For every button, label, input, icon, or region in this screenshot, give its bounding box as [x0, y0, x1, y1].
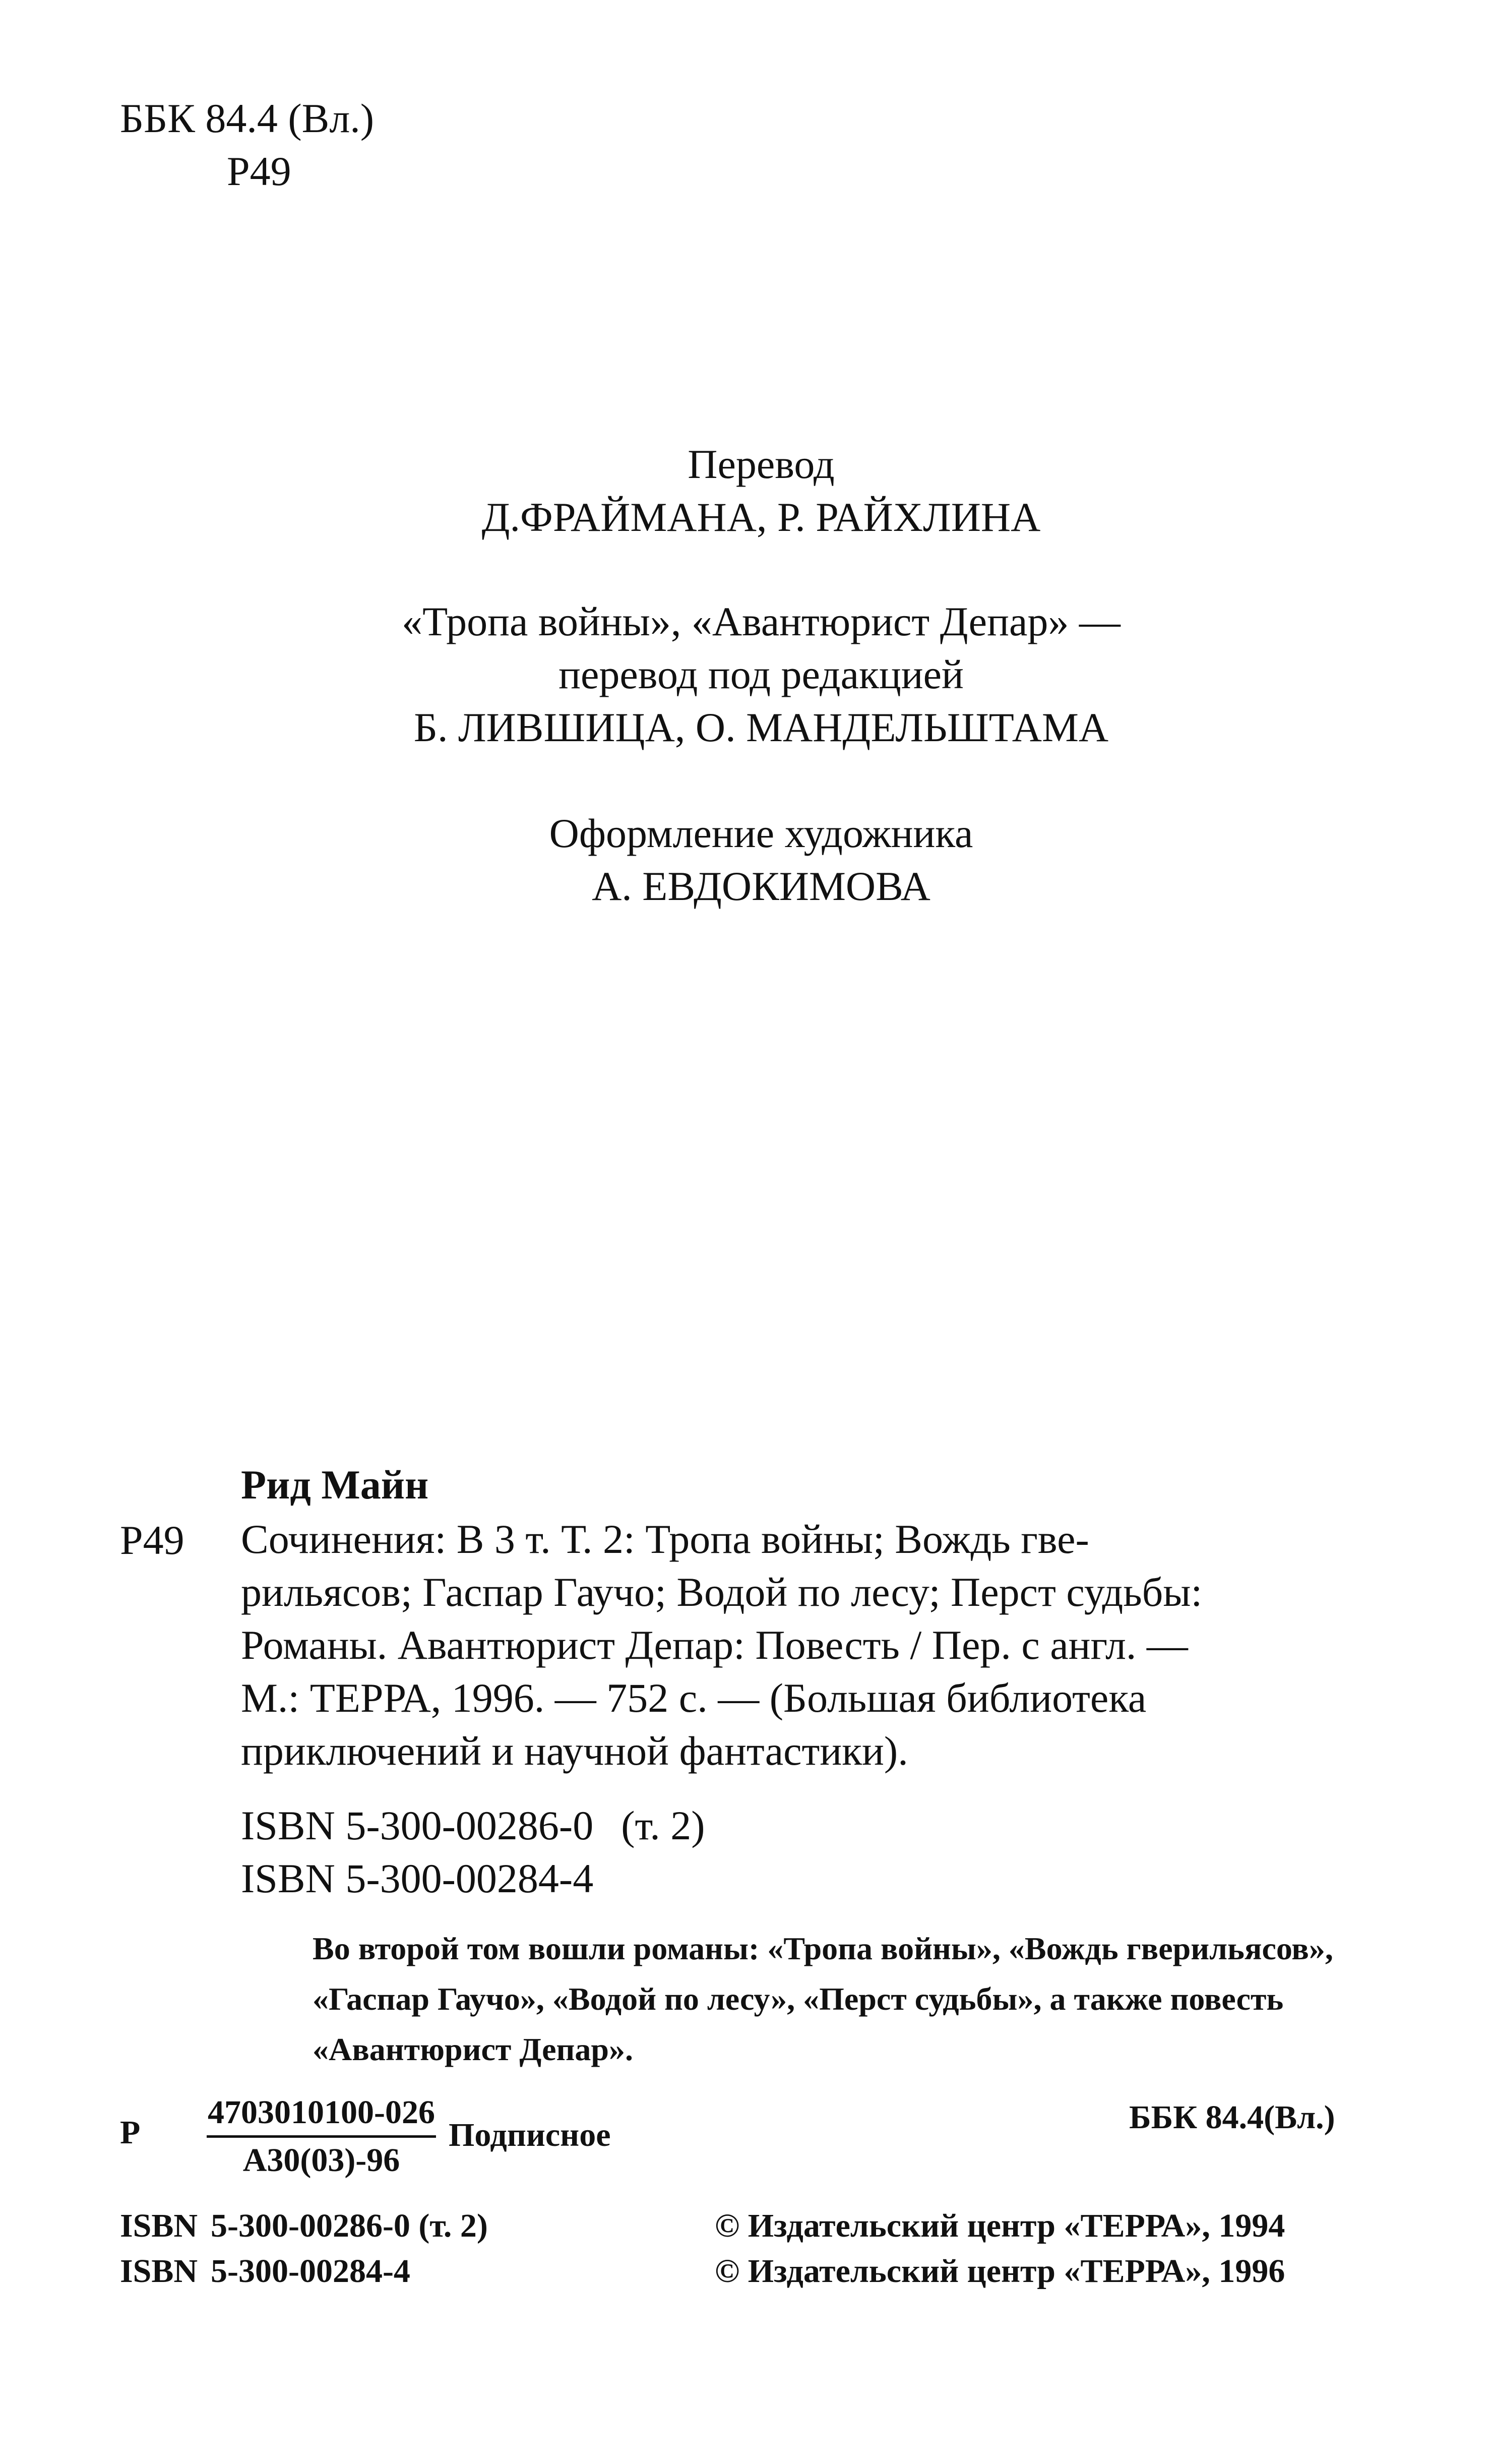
copyright-line: © Издательский центр «ТЕРРА», 1996 — [715, 2253, 1285, 2290]
editors: Б. ЛИВШИЦА, О. МАНДЕЛЬШТАМА — [413, 704, 1109, 750]
footer-index-fraction — [207, 2090, 436, 2183]
translation-credits — [0, 438, 1492, 544]
isbn-set: ISBN 5-300-00284-4 — [241, 1855, 594, 1901]
author-name: Рид Майн — [241, 1462, 429, 1508]
subscription-label: Подписное — [449, 2117, 611, 2153]
isbn-label: ISBN — [120, 2253, 198, 2290]
footer-isbn-list — [120, 2203, 488, 2294]
bib-line: рильясов; Гаспар Гаучо; Водой по лесу; Перст судьбы: — [241, 1569, 1203, 1615]
editing-credits — [0, 595, 1492, 754]
isbn-block — [241, 1799, 705, 1905]
bib-line: приключений и научной фантастики). — [241, 1728, 908, 1774]
bib-line: М.: ТЕРРА, 1996. — 752 с. — (Большая библиотека — [241, 1675, 1147, 1721]
fraction-denominator: А30(03)-96 — [242, 2142, 400, 2179]
copyright-line: © Издательский центр «ТЕРРА», 1994 — [715, 2207, 1285, 2244]
design-credits — [0, 807, 1492, 913]
bbk-classification: ББК 84.4 (Вл.) — [120, 95, 375, 141]
works-line: «Тропа войны», «Авантюрист Депар» — — [402, 598, 1121, 644]
bib-line: Сочинения: В 3 т. Т. 2: Тропа войны; Вождь гве- — [241, 1516, 1089, 1562]
bibliographic-description — [241, 1513, 1370, 1777]
artist: А. ЕВДОКИМОВА — [592, 863, 930, 909]
translators: Д.ФРАЙМАНА, Р. РАЙХЛИНА — [481, 494, 1041, 540]
bib-line: Романы. Авантюрист Депар: Повесть / Пер. с англ. — — [241, 1622, 1188, 1668]
copyright-block — [715, 2203, 1285, 2294]
isbn-label: ISBN — [120, 2207, 198, 2244]
footer-isbn-1: 5-300-00286-0 (т. 2) — [211, 2207, 488, 2244]
annotation: Во второй том вошли романы: «Тропа войны», «Вождь гверильясов», «Гаспар Гаучо», «Водой по лесу», «Перст судьбы», а также повесть «Авантюрист Депар». — [313, 1931, 1333, 2067]
isbn-volume-note: (т. 2) — [621, 1802, 705, 1848]
translation-label: Перевод — [688, 441, 835, 487]
fraction-numerator: 4703010100-026 — [207, 2090, 436, 2138]
edited-label: перевод под редакцией — [558, 651, 964, 697]
author-sign-code: Р49 — [227, 148, 291, 194]
bib-code: Р49 — [120, 1517, 184, 1563]
footer-index-letter: Р — [120, 2114, 141, 2151]
footer-bbk: ББК 84.4(Вл.) — [1129, 2099, 1335, 2136]
footer-isbn-2: 5-300-00284-4 — [211, 2253, 410, 2290]
isbn-volume: ISBN 5-300-00286-0 — [241, 1802, 594, 1848]
design-label: Оформление художника — [549, 810, 973, 856]
